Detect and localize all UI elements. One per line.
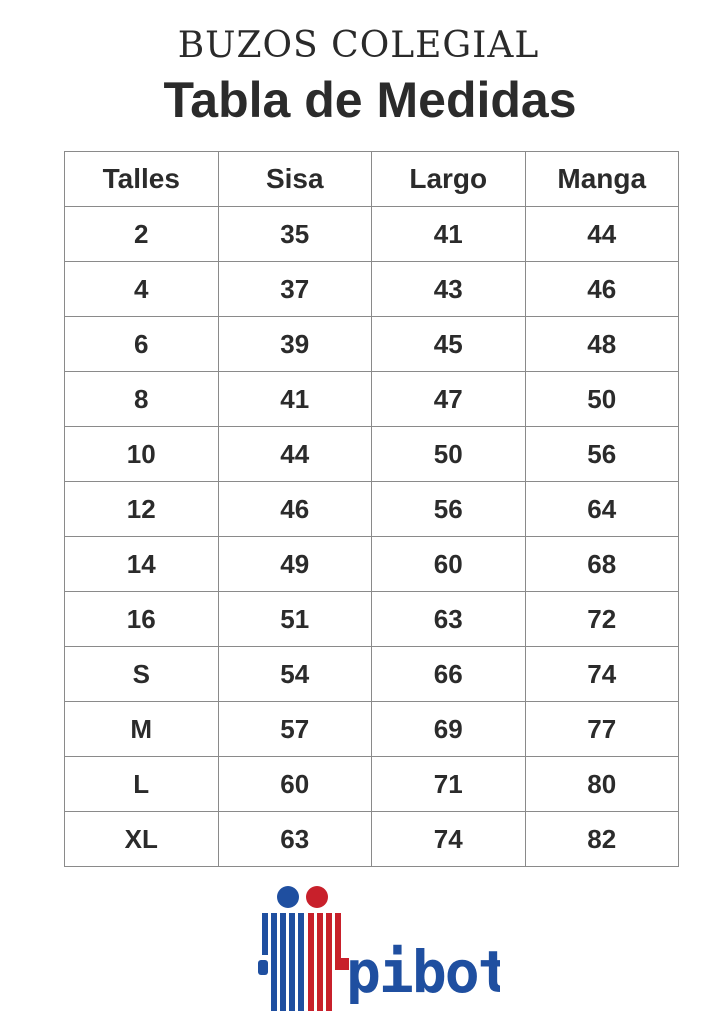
table-row [65, 647, 679, 702]
cell-largo: 45 [372, 317, 526, 372]
cell-talle: L [65, 757, 219, 812]
cell-largo: 56 [372, 482, 526, 537]
cell-sisa: 44 [218, 427, 372, 482]
cell-sisa: 37 [218, 262, 372, 317]
cell-sisa: 49 [218, 537, 372, 592]
cell-largo: 41 [372, 207, 526, 262]
cell-talle: 6 [65, 317, 219, 372]
cell-sisa: 35 [218, 207, 372, 262]
table-row [65, 207, 679, 262]
column-header-manga: Manga [525, 152, 679, 207]
cell-manga: 68 [525, 537, 679, 592]
size-table [64, 151, 679, 867]
cell-manga: 77 [525, 702, 679, 757]
cell-largo: 63 [372, 592, 526, 647]
cell-manga: 56 [525, 427, 679, 482]
cell-talle: S [65, 647, 219, 702]
table-header-row [65, 152, 679, 207]
table-row [65, 372, 679, 427]
cell-largo: 71 [372, 757, 526, 812]
cell-talle: 14 [65, 537, 219, 592]
column-header-sisa: Sisa [218, 152, 372, 207]
table-row [65, 592, 679, 647]
pibot-logo-icon [250, 880, 500, 1015]
cell-talle: 12 [65, 482, 219, 537]
table-row [65, 262, 679, 317]
table-row [65, 537, 679, 592]
column-header-largo: Largo [372, 152, 526, 207]
page-title: Tabla de Medidas [163, 72, 577, 128]
pibot-logo [250, 880, 500, 1015]
cell-manga: 74 [525, 647, 679, 702]
cell-manga: 82 [525, 812, 679, 867]
cell-largo: 69 [372, 702, 526, 757]
cell-sisa: 60 [218, 757, 372, 812]
cell-manga: 48 [525, 317, 679, 372]
cell-sisa: 41 [218, 372, 372, 427]
cell-sisa: 51 [218, 592, 372, 647]
cell-largo: 47 [372, 372, 526, 427]
cell-talle: XL [65, 812, 219, 867]
cell-largo: 74 [372, 812, 526, 867]
cell-manga: 46 [525, 262, 679, 317]
cell-talle: M [65, 702, 219, 757]
cell-talle: 4 [65, 262, 219, 317]
cell-largo: 66 [372, 647, 526, 702]
cell-talle: 16 [65, 592, 219, 647]
cell-largo: 50 [372, 427, 526, 482]
cell-largo: 43 [372, 262, 526, 317]
cell-sisa: 57 [218, 702, 372, 757]
cell-largo: 60 [372, 537, 526, 592]
table-row [65, 482, 679, 537]
cell-sisa: 63 [218, 812, 372, 867]
cell-talle: 2 [65, 207, 219, 262]
table-row [65, 317, 679, 372]
logo-wordmark: pibot [346, 938, 500, 1006]
cell-sisa: 54 [218, 647, 372, 702]
cell-manga: 50 [525, 372, 679, 427]
cell-sisa: 46 [218, 482, 372, 537]
cell-sisa: 39 [218, 317, 372, 372]
subtitle: BUZOS COLEGIAL [177, 25, 540, 66]
table-row [65, 812, 679, 867]
cell-manga: 64 [525, 482, 679, 537]
column-header-talles: Talles [65, 152, 219, 207]
cell-talle: 10 [65, 427, 219, 482]
cell-talle: 8 [65, 372, 219, 427]
cell-manga: 72 [525, 592, 679, 647]
table-row [65, 757, 679, 812]
table-row [65, 427, 679, 482]
cell-manga: 80 [525, 757, 679, 812]
table-row [65, 702, 679, 757]
cell-manga: 44 [525, 207, 679, 262]
